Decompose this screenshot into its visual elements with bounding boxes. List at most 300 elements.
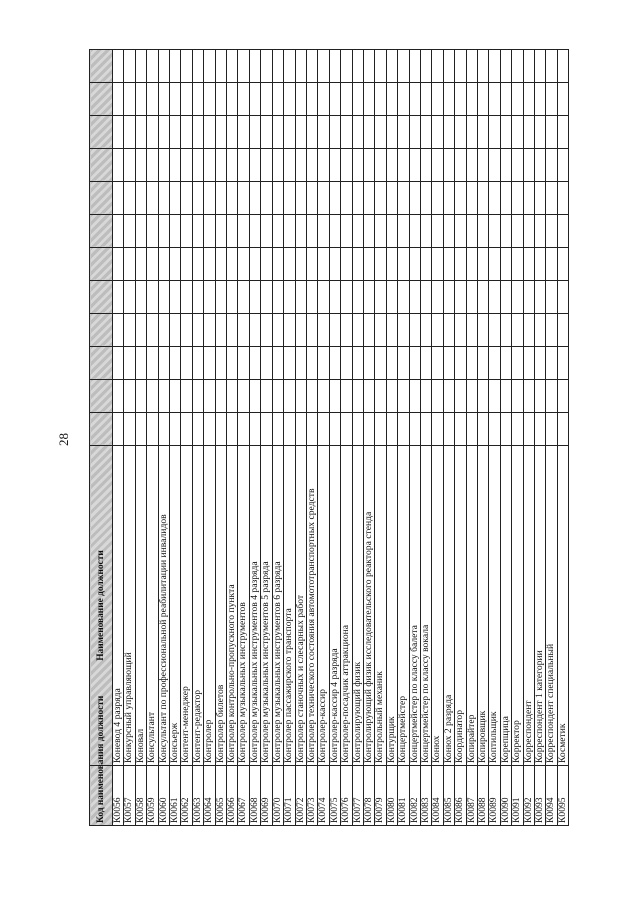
blank-cell <box>227 215 238 248</box>
header-code <box>90 766 113 826</box>
blank-cell <box>557 314 568 347</box>
blank-cell <box>500 248 511 281</box>
position-name: Корреспондент 1 категории <box>535 446 546 766</box>
blank-cell <box>500 149 511 182</box>
position-name: Контролер билетов <box>215 446 226 766</box>
blank-cell <box>113 314 124 347</box>
blank-cell <box>135 215 146 248</box>
position-name: Контролер-кассир 4 разряда <box>329 446 340 766</box>
blank-cell <box>158 413 169 446</box>
page-number: 28 <box>56 433 71 446</box>
blank-cell <box>489 248 500 281</box>
blank-cell <box>192 314 203 347</box>
blank-cell <box>181 413 192 446</box>
blank-cell <box>261 116 272 149</box>
blank-cell <box>386 314 397 347</box>
blank-cell <box>523 281 534 314</box>
blank-cell <box>215 116 226 149</box>
blank-cell <box>318 215 329 248</box>
blank-cell <box>124 248 135 281</box>
blank-cell <box>546 314 557 347</box>
blank-cell <box>147 116 158 149</box>
blank-cell <box>341 281 352 314</box>
blank-cell <box>170 281 181 314</box>
blank-cell <box>318 380 329 413</box>
blank-cell <box>329 50 340 83</box>
blank-cell <box>535 83 546 116</box>
blank-cell <box>375 182 386 215</box>
position-code: К0074 <box>318 766 329 826</box>
blank-cell <box>478 314 489 347</box>
blank-cell <box>363 314 374 347</box>
blank-cell <box>227 380 238 413</box>
blank-cell <box>124 50 135 83</box>
position-code: К0086 <box>455 766 466 826</box>
position-code: К0093 <box>535 766 546 826</box>
blank-cell <box>135 314 146 347</box>
blank-cell <box>192 50 203 83</box>
blank-cell <box>181 314 192 347</box>
blank-cell <box>192 215 203 248</box>
table-row <box>546 50 557 826</box>
position-code: К0064 <box>204 766 215 826</box>
blank-cell <box>443 314 454 347</box>
blank-cell <box>192 182 203 215</box>
blank-cell <box>546 347 557 380</box>
blank-cell <box>386 347 397 380</box>
blank-cell <box>135 281 146 314</box>
blank-cell <box>500 380 511 413</box>
blank-cell <box>113 215 124 248</box>
blank-cell <box>295 83 306 116</box>
blank-cell <box>170 314 181 347</box>
table-row <box>466 50 477 826</box>
blank-cell <box>478 215 489 248</box>
blank-cell <box>557 83 568 116</box>
blank-cell <box>500 116 511 149</box>
blank-cell <box>249 116 260 149</box>
blank-cell <box>272 413 283 446</box>
blank-cell <box>363 281 374 314</box>
blank-cell <box>443 215 454 248</box>
blank-cell <box>261 248 272 281</box>
blank-cell <box>432 182 443 215</box>
table-row <box>261 50 272 826</box>
blank-cell <box>329 347 340 380</box>
blank-cell <box>238 380 249 413</box>
blank-cell <box>500 83 511 116</box>
blank-cell <box>443 116 454 149</box>
position-name: Концертмейстер по классу вокала <box>420 446 431 766</box>
blank-cell <box>158 380 169 413</box>
position-name: Контент-менеджер <box>181 446 192 766</box>
blank-cell <box>557 116 568 149</box>
blank-cell <box>124 149 135 182</box>
blank-cell <box>227 83 238 116</box>
blank-cell <box>432 380 443 413</box>
blank-cell <box>261 281 272 314</box>
table-row <box>306 50 317 826</box>
position-name: Консультант <box>147 446 158 766</box>
table-row <box>375 50 386 826</box>
position-name: Контролер-кассир <box>318 446 329 766</box>
blank-cell <box>341 215 352 248</box>
blank-cell <box>204 116 215 149</box>
position-code: К0081 <box>398 766 409 826</box>
blank-cell <box>249 83 260 116</box>
blank-cell <box>306 413 317 446</box>
blank-cell <box>375 50 386 83</box>
blank-cell <box>249 50 260 83</box>
table-row <box>215 50 226 826</box>
blank-cell <box>113 149 124 182</box>
blank-cell <box>124 347 135 380</box>
blank-cell <box>455 380 466 413</box>
blank-cell <box>478 248 489 281</box>
blank-cell <box>398 380 409 413</box>
position-code: К0071 <box>284 766 295 826</box>
blank-cell <box>455 182 466 215</box>
blank-cell <box>546 380 557 413</box>
blank-cell <box>363 248 374 281</box>
blank-cell <box>375 116 386 149</box>
blank-cell <box>432 116 443 149</box>
blank-cell <box>398 413 409 446</box>
blank-cell <box>512 380 523 413</box>
blank-cell <box>409 83 420 116</box>
position-name: Координатор <box>455 446 466 766</box>
blank-cell <box>329 281 340 314</box>
blank-cell <box>170 380 181 413</box>
blank-cell <box>249 182 260 215</box>
blank-cell <box>124 380 135 413</box>
blank-cell <box>512 83 523 116</box>
blank-cell <box>535 149 546 182</box>
blank-cell <box>249 149 260 182</box>
header-blank-cell <box>90 50 113 83</box>
position-code: К0072 <box>295 766 306 826</box>
blank-cell <box>170 50 181 83</box>
blank-cell <box>512 116 523 149</box>
blank-cell <box>284 380 295 413</box>
blank-cell <box>363 347 374 380</box>
blank-cell <box>135 50 146 83</box>
blank-cell <box>238 248 249 281</box>
blank-cell <box>455 347 466 380</box>
blank-cell <box>455 50 466 83</box>
rotated-table-sheet <box>89 50 604 826</box>
blank-cell <box>363 149 374 182</box>
blank-cell <box>386 380 397 413</box>
blank-cell <box>535 347 546 380</box>
blank-cell <box>398 281 409 314</box>
table-row <box>341 50 352 826</box>
blank-cell <box>124 413 135 446</box>
blank-cell <box>306 182 317 215</box>
blank-cell <box>352 83 363 116</box>
blank-cell <box>512 149 523 182</box>
blank-cell <box>352 215 363 248</box>
blank-cell <box>375 347 386 380</box>
blank-cell <box>466 380 477 413</box>
blank-cell <box>478 347 489 380</box>
position-name: Контрольный механик <box>375 446 386 766</box>
blank-cell <box>135 116 146 149</box>
blank-cell <box>158 50 169 83</box>
position-code: К0087 <box>466 766 477 826</box>
blank-cell <box>295 380 306 413</box>
table-row <box>409 50 420 826</box>
blank-cell <box>272 215 283 248</box>
blank-cell <box>261 413 272 446</box>
blank-cell <box>557 50 568 83</box>
position-code: К0083 <box>420 766 431 826</box>
blank-cell <box>135 380 146 413</box>
position-code: К0090 <box>500 766 511 826</box>
blank-cell <box>352 281 363 314</box>
blank-cell <box>170 116 181 149</box>
blank-cell <box>455 215 466 248</box>
blank-cell <box>147 149 158 182</box>
position-name: Конкурсный управляющий <box>124 446 135 766</box>
blank-cell <box>318 116 329 149</box>
blank-cell <box>352 413 363 446</box>
blank-cell <box>249 380 260 413</box>
blank-cell <box>546 281 557 314</box>
position-code: К0067 <box>238 766 249 826</box>
position-name: Корреспондент <box>523 446 534 766</box>
blank-cell <box>398 149 409 182</box>
position-code: К0073 <box>306 766 317 826</box>
header-blank-cell <box>90 215 113 248</box>
blank-cell <box>523 248 534 281</box>
blank-cell <box>215 380 226 413</box>
blank-cell <box>535 413 546 446</box>
blank-cell <box>306 281 317 314</box>
blank-cell <box>478 413 489 446</box>
blank-cell <box>535 182 546 215</box>
blank-cell <box>113 50 124 83</box>
table-body <box>113 50 569 826</box>
position-name: Корректор <box>512 446 523 766</box>
blank-cell <box>181 347 192 380</box>
table-row <box>398 50 409 826</box>
positions-table <box>89 49 569 826</box>
blank-cell <box>535 380 546 413</box>
blank-cell <box>124 314 135 347</box>
blank-cell <box>170 182 181 215</box>
position-name: Коптильщик <box>489 446 500 766</box>
blank-cell <box>432 149 443 182</box>
blank-cell <box>341 248 352 281</box>
position-code: К0070 <box>272 766 283 826</box>
blank-cell <box>386 149 397 182</box>
blank-cell <box>466 347 477 380</box>
blank-cell <box>272 248 283 281</box>
blank-cell <box>204 215 215 248</box>
position-name: Контролирующий физик исследовательского реактора стенда <box>363 446 374 766</box>
blank-cell <box>170 347 181 380</box>
blank-cell <box>261 380 272 413</box>
blank-cell <box>249 215 260 248</box>
blank-cell <box>227 116 238 149</box>
blank-cell <box>215 413 226 446</box>
blank-cell <box>386 83 397 116</box>
table-row <box>192 50 203 826</box>
blank-cell <box>215 50 226 83</box>
table-row <box>512 50 523 826</box>
blank-cell <box>318 281 329 314</box>
blank-cell <box>284 347 295 380</box>
position-name: Коновал <box>135 446 146 766</box>
blank-cell <box>124 83 135 116</box>
blank-cell <box>420 149 431 182</box>
blank-cell <box>443 281 454 314</box>
position-name: Контурщик <box>386 446 397 766</box>
table-row <box>272 50 283 826</box>
position-name: Концертмейстер <box>398 446 409 766</box>
blank-cell <box>466 413 477 446</box>
blank-cell <box>113 281 124 314</box>
blank-cell <box>489 116 500 149</box>
blank-cell <box>192 347 203 380</box>
blank-cell <box>272 50 283 83</box>
blank-cell <box>295 182 306 215</box>
blank-cell <box>341 182 352 215</box>
blank-cell <box>227 248 238 281</box>
blank-cell <box>489 215 500 248</box>
table-row <box>113 50 124 826</box>
table-row <box>535 50 546 826</box>
blank-cell <box>238 314 249 347</box>
blank-cell <box>489 380 500 413</box>
blank-cell <box>329 380 340 413</box>
blank-cell <box>489 182 500 215</box>
header-blank-cell <box>90 149 113 182</box>
blank-cell <box>318 182 329 215</box>
blank-cell <box>341 50 352 83</box>
blank-cell <box>192 281 203 314</box>
blank-cell <box>204 347 215 380</box>
blank-cell <box>170 215 181 248</box>
blank-cell <box>181 215 192 248</box>
blank-cell <box>535 215 546 248</box>
blank-cell <box>238 182 249 215</box>
blank-cell <box>375 413 386 446</box>
table-row <box>147 50 158 826</box>
blank-cell <box>557 248 568 281</box>
table-row <box>489 50 500 826</box>
blank-cell <box>409 50 420 83</box>
blank-cell <box>512 50 523 83</box>
blank-cell <box>249 347 260 380</box>
blank-cell <box>261 314 272 347</box>
blank-cell <box>204 248 215 281</box>
blank-cell <box>215 215 226 248</box>
blank-cell <box>227 50 238 83</box>
blank-cell <box>478 149 489 182</box>
blank-cell <box>375 281 386 314</box>
table-row <box>386 50 397 826</box>
blank-cell <box>409 347 420 380</box>
blank-cell <box>363 380 374 413</box>
blank-cell <box>284 281 295 314</box>
blank-cell <box>455 83 466 116</box>
blank-cell <box>375 380 386 413</box>
blank-cell <box>363 215 374 248</box>
blank-cell <box>523 215 534 248</box>
blank-cell <box>147 380 158 413</box>
blank-cell <box>352 149 363 182</box>
blank-cell <box>432 314 443 347</box>
blank-cell <box>204 182 215 215</box>
blank-cell <box>341 116 352 149</box>
blank-cell <box>352 380 363 413</box>
blank-cell <box>284 248 295 281</box>
position-name: Контролер контрольно-пропускного пункта <box>227 446 238 766</box>
blank-cell <box>512 314 523 347</box>
blank-cell <box>523 50 534 83</box>
blank-cell <box>181 380 192 413</box>
header-blank-cell <box>90 248 113 281</box>
blank-cell <box>386 182 397 215</box>
blank-cell <box>432 413 443 446</box>
blank-cell <box>295 50 306 83</box>
blank-cell <box>261 215 272 248</box>
blank-cell <box>181 50 192 83</box>
blank-cell <box>352 116 363 149</box>
blank-cell <box>535 314 546 347</box>
position-code: К0080 <box>386 766 397 826</box>
header-blank-cell <box>90 380 113 413</box>
blank-cell <box>272 182 283 215</box>
blank-cell <box>341 149 352 182</box>
table-row <box>284 50 295 826</box>
position-code: К0066 <box>227 766 238 826</box>
blank-cell <box>546 116 557 149</box>
blank-cell <box>478 116 489 149</box>
blank-cell <box>158 314 169 347</box>
blank-cell <box>478 281 489 314</box>
header-blank-cell <box>90 83 113 116</box>
header-blank-cell <box>90 314 113 347</box>
blank-cell <box>455 149 466 182</box>
blank-cell <box>238 149 249 182</box>
blank-cell <box>443 182 454 215</box>
table-row <box>158 50 169 826</box>
position-code: К0088 <box>478 766 489 826</box>
table-row <box>352 50 363 826</box>
blank-cell <box>398 248 409 281</box>
blank-cell <box>204 380 215 413</box>
blank-cell <box>135 347 146 380</box>
position-name: Косметик <box>557 446 568 766</box>
blank-cell <box>466 149 477 182</box>
blank-cell <box>261 83 272 116</box>
position-name: Консьерж <box>170 446 181 766</box>
blank-cell <box>352 50 363 83</box>
blank-cell <box>306 149 317 182</box>
blank-cell <box>261 50 272 83</box>
blank-cell <box>284 83 295 116</box>
position-name: Контролер музыкальных инструментов 6 разряда <box>272 446 283 766</box>
blank-cell <box>192 149 203 182</box>
blank-cell <box>329 248 340 281</box>
blank-cell <box>409 248 420 281</box>
blank-cell <box>158 83 169 116</box>
blank-cell <box>238 281 249 314</box>
blank-cell <box>455 413 466 446</box>
